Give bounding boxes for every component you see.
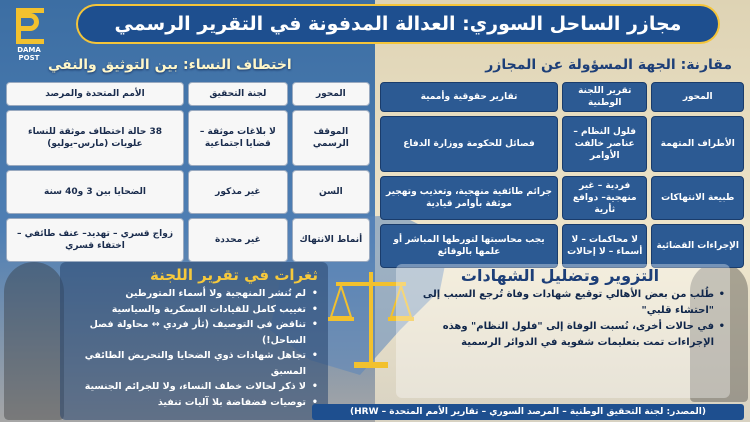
list-item: • في حالات أخرى، نُسبت الوفاة إلى "فلول النظام" وهذه الإجراءات تمت بتعليمات شفوية في الدوائر الرسمية [402, 319, 714, 351]
table-cell: أنماط الانتهاك [292, 218, 370, 262]
table-cell: الضحايا بين 3 و40 سنة [6, 170, 184, 214]
table-row [6, 218, 370, 262]
source-footer: (المصدر: لجنة التحقيق الوطنية – المرصد السوري – تقارير الأمم المتحدة – HRW) [312, 404, 744, 420]
table-cell: غير مذكور [188, 170, 288, 214]
dama-post-logo [6, 8, 50, 68]
header-cell: تقارير حقوقية وأممية [380, 82, 558, 112]
table-cell: طبيعة الانتهاكات [651, 176, 744, 220]
list-item: • تناقض في التوصيف (ثأر فردي ↔ محاولة فصل الساحل!) [66, 317, 306, 348]
table-header-row [380, 82, 744, 112]
table-cell: غير محددة [188, 218, 288, 262]
header-cell: لجنة التحقيق [188, 82, 288, 106]
comparison-heading: مقارنة: الجهة المسؤولة عن المجازر [485, 57, 732, 73]
list-item: • لم تُنشر المنهجية ولا أسماء المتورطين [66, 286, 306, 302]
soldier-photo [4, 262, 64, 420]
forgery-panel [396, 264, 730, 398]
table-cell: السن [292, 170, 370, 214]
table-cell: الأطراف المتهمة [651, 116, 744, 172]
header-cell: المحور [292, 82, 370, 106]
table-row [6, 170, 370, 214]
table-cell: زواج قسري – تهديد– عنف طائفي – اختفاء قسري [6, 218, 184, 262]
list-item: • تجاهل شهادات ذوي الضحايا والتحريض الطائفي المسبق [66, 348, 306, 379]
logo-d-icon [16, 8, 44, 44]
table-cell: فردية – غير منهجية– دوافع ثأرية [562, 176, 647, 220]
table-cell: فصائل للحكومة ووزارة الدفاع [380, 116, 558, 172]
table-cell: جرائم طائفية منهجية، وتعذيب وتهجير موثقة بأوامر قيادية [380, 176, 558, 220]
responsibility-table [376, 78, 748, 272]
list-item: • تغييب كامل للقيادات العسكرية والسياسية [66, 302, 306, 318]
table-cell: الموقف الرسمي [292, 110, 370, 166]
forgery-list [396, 287, 730, 351]
table-cell: 38 حالة اختطاف موثقة للنساء علويات (مارس–يوليو) [6, 110, 184, 166]
table-row [380, 224, 744, 268]
logo-text-1: DAMA [17, 46, 41, 54]
header-cell: المحور [651, 82, 744, 112]
page-title: مجازر الساحل السوري: العدالة المدفونة في التقرير الرسمي [114, 13, 682, 35]
title-banner [78, 6, 718, 42]
table-header-row [6, 82, 370, 106]
women-abduction-table [2, 78, 374, 266]
gaps-list [60, 286, 328, 410]
women-heading: اختطاف النساء: بين التوثيق والنفي [48, 57, 292, 73]
table-cell: يجب محاسبتها لتورطها المباشر أو علمها بالوقائع [380, 224, 558, 268]
header-cell: تقرير اللجنة الوطنية [562, 82, 647, 112]
table-row [6, 110, 370, 166]
logo-text-2: POST [18, 54, 40, 62]
table-row [380, 116, 744, 172]
table-cell: الإجراءات القضائية [651, 224, 744, 268]
table-cell: فلول النظام – عناصر خالفت الأوامر [562, 116, 647, 172]
committee-gaps-panel [60, 262, 328, 420]
list-item: • توصيات فضفاضة بلا آليات تنفيذ [66, 395, 306, 411]
table-cell: لا محاكمات – لا أسماء – لا إحالات [562, 224, 647, 268]
list-item: • طُلب من بعض الأهالي توقيع شهادات وفاة تُرجع السبب إلى "احتشاء قلبي" [402, 287, 714, 319]
gaps-title: ثغرات في تقرير اللجنة [150, 266, 318, 284]
table-cell: لا بلاغات موثقة – قضايا اجتماعية [188, 110, 288, 166]
table-row [380, 176, 744, 220]
forgery-title: التزوير وتضليل الشهادات [460, 266, 660, 285]
header-cell: الأمم المتحدة والمرصد [6, 82, 184, 106]
list-item: • لا ذكر لحالات خطف النساء، ولا للجرائم الجنسية [66, 379, 306, 395]
